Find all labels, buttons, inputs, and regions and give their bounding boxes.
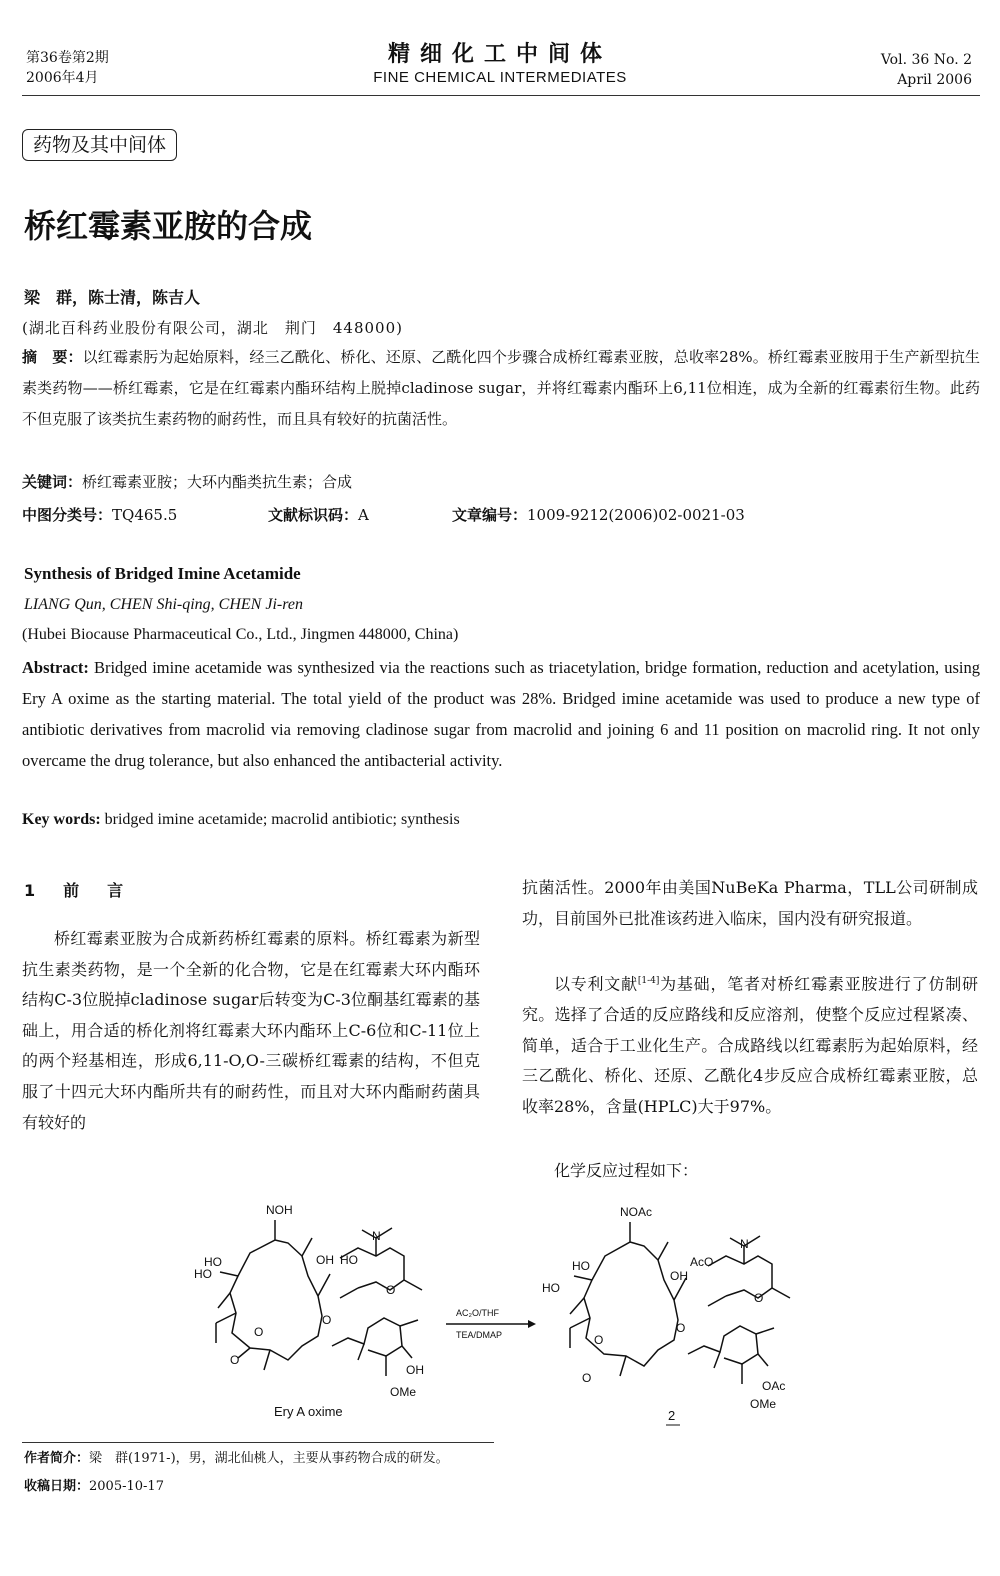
keywords-label-cn: 关键词： [22, 473, 83, 491]
product-number-label: 2 [668, 1408, 676, 1423]
keywords-en [22, 811, 460, 829]
received-date-text: 2005-10-17 [89, 1479, 164, 1494]
date-cn: 2006年4月 [26, 70, 99, 86]
keywords-text-cn: 桥红霉素亚胺；大环内酯类抗生素；合成 [82, 473, 353, 491]
keywords-text-en: bridged imine acetamide; macrolid antibiotic; synthesis [100, 811, 460, 828]
atom-label: O [754, 1291, 764, 1305]
affiliation-en: (Hubei Biocause Pharmaceutical Co., Ltd., Jingmen 448000, China) [22, 626, 459, 643]
starting-material-atom-labels [194, 1203, 424, 1399]
clc-number [22, 505, 177, 525]
article-number-label: 文章编号： [452, 506, 528, 524]
atom-label: O [230, 1353, 240, 1367]
intro-paragraph-1: 桥红霉素亚胺为合成新药桥红霉素的原料。桥红霉素为新型抗生素类药物，是一个全新的化合物，它是在红霉素大环内酯环结构C-3位脱掉cladinose sugar后转变为C-3位酮基红霉素的基础上，用合适的桥化剂将红霉素大环内酯环上C-6位和C-11位上的两个羟基相连，形成6,11-O,O-三碳桥红霉素的结构，不但克服了十四元大环内酯所共有的耐药性，而且对大环内酯耐药菌具有较好的 [22, 929, 480, 1132]
atom-label: N [372, 1229, 381, 1243]
column-tag: 药物及其中间体 [22, 129, 177, 161]
starting-material-structure [216, 1220, 422, 1376]
footnote-rule [22, 1442, 494, 1443]
author-bio-text: 梁 群(1971-)，男，湖北仙桃人，主要从事药物合成的研发。 [89, 1451, 449, 1466]
arrow-head-icon [528, 1320, 536, 1328]
atom-label: OH [316, 1253, 334, 1267]
date-en: April 2006 [897, 72, 972, 88]
atom-label: OAc [762, 1379, 786, 1393]
journal-masthead [300, 40, 700, 88]
atom-label: AcO [690, 1255, 714, 1269]
article-number [452, 505, 745, 525]
article-title-en: Synthesis of Bridged Imine Acetamide [24, 564, 301, 583]
doc-code-value: A [358, 506, 369, 524]
reagent-bottom: TEA/DMAP [456, 1330, 503, 1340]
atom-label: OMe [390, 1385, 417, 1399]
atom-label: HO [572, 1259, 590, 1273]
received-date [24, 1476, 164, 1498]
article-number-value: 1009-9212(2006)02-0021-03 [527, 506, 745, 524]
abstract-label-cn: 摘 要： [22, 348, 83, 366]
abstract-en [22, 652, 980, 776]
issue-info-cn [26, 48, 109, 88]
authors-cn: 梁 群，陈士清，陈吉人 [24, 288, 201, 307]
intro-paragraph-2-start: 以专利文献 [554, 974, 638, 994]
journal-name-cn: 精细化工中间体 [387, 41, 612, 67]
product-atom-labels [542, 1205, 785, 1411]
atom-label: O [386, 1283, 396, 1297]
atom-label: HO [194, 1267, 212, 1281]
clc-label: 中图分类号： [22, 506, 113, 524]
atom-label: HO [340, 1253, 358, 1267]
atom-label: O [676, 1321, 686, 1335]
abstract-label-en: Abstract: [22, 658, 89, 677]
reagent-top: AC₂O/THF [456, 1308, 499, 1318]
authors-en: LIANG Qun, CHEN Shi-qing, CHEN Ji-ren [24, 596, 303, 613]
received-date-label: 收稿日期： [24, 1479, 90, 1494]
keywords-label-en: Key words: [22, 811, 101, 828]
author-bio-label: 作者简介： [24, 1451, 90, 1466]
volume-cn: 第36卷第2期 [26, 50, 109, 66]
atom-label: OH [670, 1269, 688, 1283]
atom-label: O [322, 1313, 332, 1327]
abstract-cn [22, 342, 980, 435]
keywords-cn [22, 472, 352, 492]
article-title-cn: 桥红霉素亚胺的合成 [24, 207, 313, 245]
issue-info-en [881, 50, 972, 90]
doc-code-label: 文献标识码： [268, 506, 359, 524]
abstract-text-en: Bridged imine acetamide was synthesized via the reactions such as triacetylation, bridge formation, reduction and acetylation, using Ery A oxime as the starting material. The total yield of the product was 28%. Bridged imine acetamide was used to produce a new type of antibiotic derivatives from macrolid via removing cladinose sugar from macrolid and joining 6 and 11 position on macrolid ring. It not only overcame the drug tolerance, but also enhanced the antibacterial activity. [22, 658, 980, 770]
affiliation-cn: (湖北百科药业股份有限公司，湖北 荆门 448000) [22, 319, 403, 337]
starting-material-label: Ery A oxime [274, 1404, 343, 1419]
section-heading: 1 前 言 [24, 881, 130, 900]
atom-label: NOAc [620, 1205, 653, 1219]
atom-label: OH [406, 1363, 424, 1377]
atom-label: O [582, 1371, 592, 1385]
abstract-text-cn: 以红霉素肟为起始原料，经三乙酰化、桥化、还原、乙酰化四个步骤合成桥红霉素亚胺，总收率28%。桥红霉素亚胺用于生产新型抗生素类药物——桥红霉素，它是在红霉素内酯环结构上脱掉cladinose sugar，并将红霉素内酯环上6,11位相连，成为全新的红霉素衍生物。此药不但克服了该类抗生素药物的耐药性，而且具有较好的抗菌活性。 [22, 348, 980, 428]
volume-en: Vol. 36 No. 2 [880, 52, 972, 68]
atom-label: HO [204, 1255, 222, 1269]
atom-label: NOH [266, 1203, 293, 1217]
author-bio [24, 1448, 449, 1470]
atom-label: N [740, 1237, 749, 1251]
document-code [268, 505, 369, 525]
intro-paragraph-2 [522, 966, 978, 1122]
atom-label: O [254, 1325, 264, 1339]
intro-paragraph-3: 化学反应过程如下： [554, 1161, 699, 1180]
reaction-scheme [190, 1198, 810, 1428]
clc-value: TQ465.5 [112, 506, 178, 524]
atom-label: HO [542, 1281, 560, 1295]
atom-label: OMe [750, 1397, 777, 1411]
intro-paragraph-2-rest: 为基础，笔者对桥红霉素亚胺进行了仿制研究。选择了合适的反应路线和反应溶剂，使整个反应过程紧凑、简单，适合于工业化生产。合成路线以红霉素肟为起始原料，经三乙酰化、桥化、还原、乙酰化4步反应合成桥红霉素亚胺，总收率28%，含量(HPLC)大于97%。 [522, 974, 978, 1116]
intro-paragraph-1-continued: 抗菌活性。2000年由美国NuBeKa Pharma，TLL公司研制成功，目前国外已批准该药进入临床，国内没有研究报道。 [522, 878, 978, 928]
citation-ref: [1-4] [637, 976, 660, 986]
atom-label: O [594, 1333, 604, 1347]
journal-name-en: FINE CHEMICAL INTERMEDIATES [373, 69, 627, 86]
header-rule [22, 95, 980, 96]
